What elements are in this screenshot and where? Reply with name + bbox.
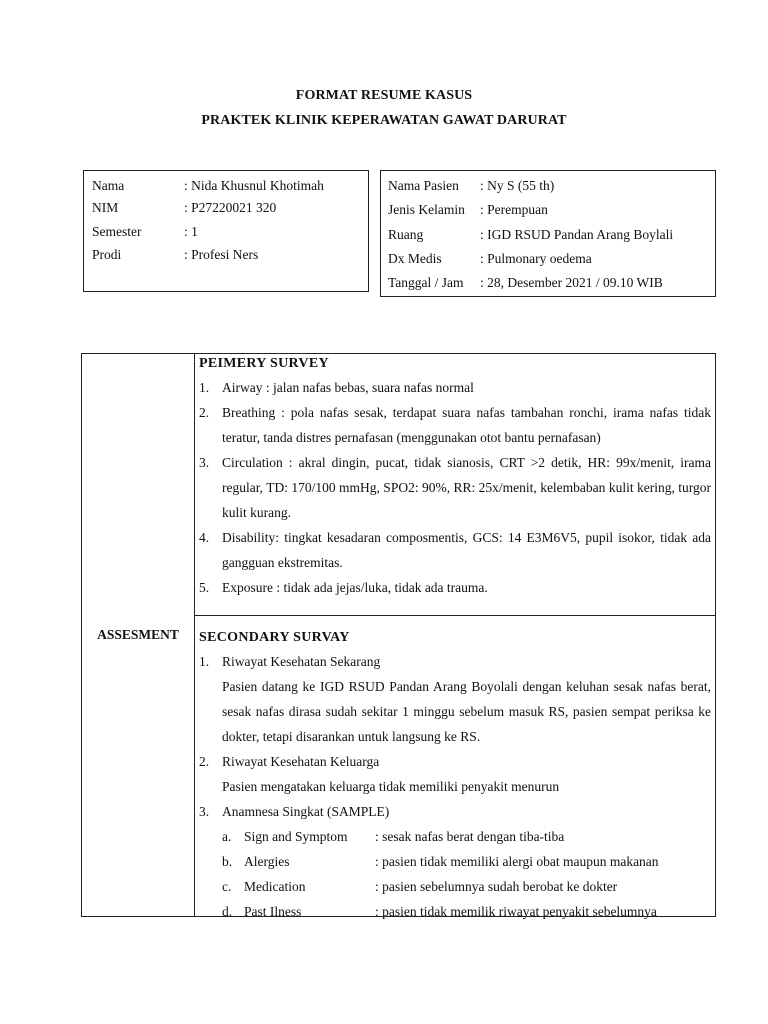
breathing-text: Breathing : pola nafas sesak, terdapat suara nafas tambahan ronchi, irama nafas tidak teratur, tanda distres pernafasan (menggunakan otot bantu pernafasan) bbox=[222, 405, 711, 445]
sample-key: Alergies bbox=[244, 854, 290, 869]
patient-info-box bbox=[380, 170, 716, 297]
document-title: FORMAT RESUME KASUS bbox=[295, 88, 473, 103]
sample-value: : pasien tidak memilik riwayat penyakit sebelumnya bbox=[375, 904, 657, 919]
sample-value: : pasien tidak memiliki alergi obat maupun makanan bbox=[375, 854, 659, 869]
patient-gender-label: Jenis Kelamin bbox=[388, 202, 465, 217]
sample-key: Sign and Symptom bbox=[244, 829, 348, 844]
student-semester-value: : 1 bbox=[184, 224, 198, 239]
list-item: 2. Breathing : pola nafas sesak, terdapat suara nafas tambahan ronchi, irama nafas tidak teratur, tanda distres pernafasan (menggunakan otot bantu pernafasan) bbox=[199, 400, 711, 450]
secondary-survey-cell bbox=[195, 616, 716, 917]
list-item: 4. Disability: tingkat kesadaran composmentis, GCS: 14 E3M6V5, pupil isokor, tidak ada gangguan ekstremitas. bbox=[199, 525, 711, 575]
primary-survey-cell bbox=[195, 354, 716, 616]
current-history-title: Riwayat Kesehatan Sekarang bbox=[222, 654, 381, 669]
student-name-value: : Nida Khusnul Khotimah bbox=[184, 178, 324, 193]
airway-text: Airway : jalan nafas bebas, suara nafas normal bbox=[222, 380, 474, 395]
sample-item: a. Sign and Symptom : sesak nafas berat dengan tiba-tiba bbox=[222, 824, 711, 849]
list-item: 5. Exposure : tidak ada jejas/luka, tidak ada trauma. bbox=[199, 575, 711, 600]
primary-survey-heading: PEIMERY SURVEY bbox=[199, 356, 329, 371]
student-nim-label: NIM bbox=[92, 200, 119, 215]
student-info-box bbox=[83, 170, 369, 292]
sample-title: Anamnesa Singkat (SAMPLE) bbox=[222, 804, 390, 819]
disability-text: Disability: tingkat kesadaran composmentis, GCS: 14 E3M6V5, pupil isokor, tidak ada gangguan ekstremitas. bbox=[222, 530, 711, 570]
sample-key: Past Ilness bbox=[244, 904, 302, 919]
patient-diagnosis-label: Dx Medis bbox=[388, 251, 442, 266]
list-item: 1. Riwayat Kesehatan Sekarang bbox=[199, 649, 711, 674]
patient-datetime-value: : 28, Desember 2021 / 09.10 WIB bbox=[480, 275, 663, 290]
secondary-survey-heading: SECONDARY SURVAY bbox=[199, 630, 350, 645]
circulation-text: Circulation : akral dingin, pucat, tidak sianosis, CRT >2 detik, HR: 99x/menit, irama regular, TD: 170/100 mmHg, SPO2: 90%, RR: 25x/menit, kelembaban kulit kering, turgor kulit kurang. bbox=[222, 455, 711, 520]
sample-key: Medication bbox=[244, 879, 306, 894]
list-item: 1. Airway : jalan nafas bebas, suara nafas normal bbox=[199, 375, 711, 400]
current-history-text: Pasien datang ke IGD RSUD Pandan Arang Boyolali dengan keluhan sesak nafas berat, sesak nafas dirasa sudah sekitar 1 minggu sebelum masuk RS, pasien sempat periksa ke dokter, tetapi disarankan untuk langsung ke RS. bbox=[222, 679, 711, 744]
family-history-title: Riwayat Kesehatan Keluarga bbox=[222, 754, 380, 769]
patient-name-value: : Ny S (55 th) bbox=[480, 178, 555, 193]
student-prodi-label: Prodi bbox=[92, 247, 122, 262]
patient-name-label: Nama Pasien bbox=[388, 178, 459, 193]
sample-value: : sesak nafas berat dengan tiba-tiba bbox=[375, 829, 565, 844]
list-item: 2. Riwayat Kesehatan Keluarga bbox=[199, 749, 711, 774]
family-history-text: Pasien mengatakan keluarga tidak memiliki penyakit menurun bbox=[222, 779, 560, 794]
document-subtitle: PRAKTEK KLINIK KEPERAWATAN GAWAT DARURAT bbox=[201, 113, 567, 128]
exposure-text: Exposure : tidak ada jejas/luka, tidak ada trauma. bbox=[222, 580, 488, 595]
list-item: 3. Circulation : akral dingin, pucat, tidak sianosis, CRT >2 detik, HR: 99x/menit, irama regular, TD: 170/100 mmHg, SPO2: 90%, RR: 25x/menit, kelembaban kulit kering, turgor kulit kurang. bbox=[199, 450, 711, 525]
patient-gender-value: : Perempuan bbox=[480, 202, 548, 217]
student-nim-value: : P27220021 320 bbox=[184, 200, 277, 215]
student-semester-label: Semester bbox=[92, 224, 142, 239]
list-item: 3. Anamnesa Singkat (SAMPLE) bbox=[199, 799, 711, 824]
patient-room-value: : IGD RSUD Pandan Arang Boylali bbox=[480, 227, 674, 242]
patient-datetime-label: Tanggal / Jam bbox=[388, 275, 464, 290]
student-prodi-value: : Profesi Ners bbox=[184, 247, 259, 262]
patient-diagnosis-value: : Pulmonary oedema bbox=[480, 251, 592, 266]
student-name-label: Nama bbox=[92, 178, 125, 193]
sample-item: d. Past Ilness : pasien tidak memilik riwayat penyakit sebelumnya bbox=[222, 899, 711, 924]
sample-item: c. Medication : pasien sebelumnya sudah berobat ke dokter bbox=[222, 874, 711, 899]
assessment-label: ASSESMENT bbox=[82, 354, 195, 917]
assessment-table bbox=[81, 353, 716, 917]
patient-room-label: Ruang bbox=[388, 227, 424, 242]
sample-value: : pasien sebelumnya sudah berobat ke dokter bbox=[375, 879, 618, 894]
sample-item: b. Alergies : pasien tidak memiliki alergi obat maupun makanan bbox=[222, 849, 711, 874]
